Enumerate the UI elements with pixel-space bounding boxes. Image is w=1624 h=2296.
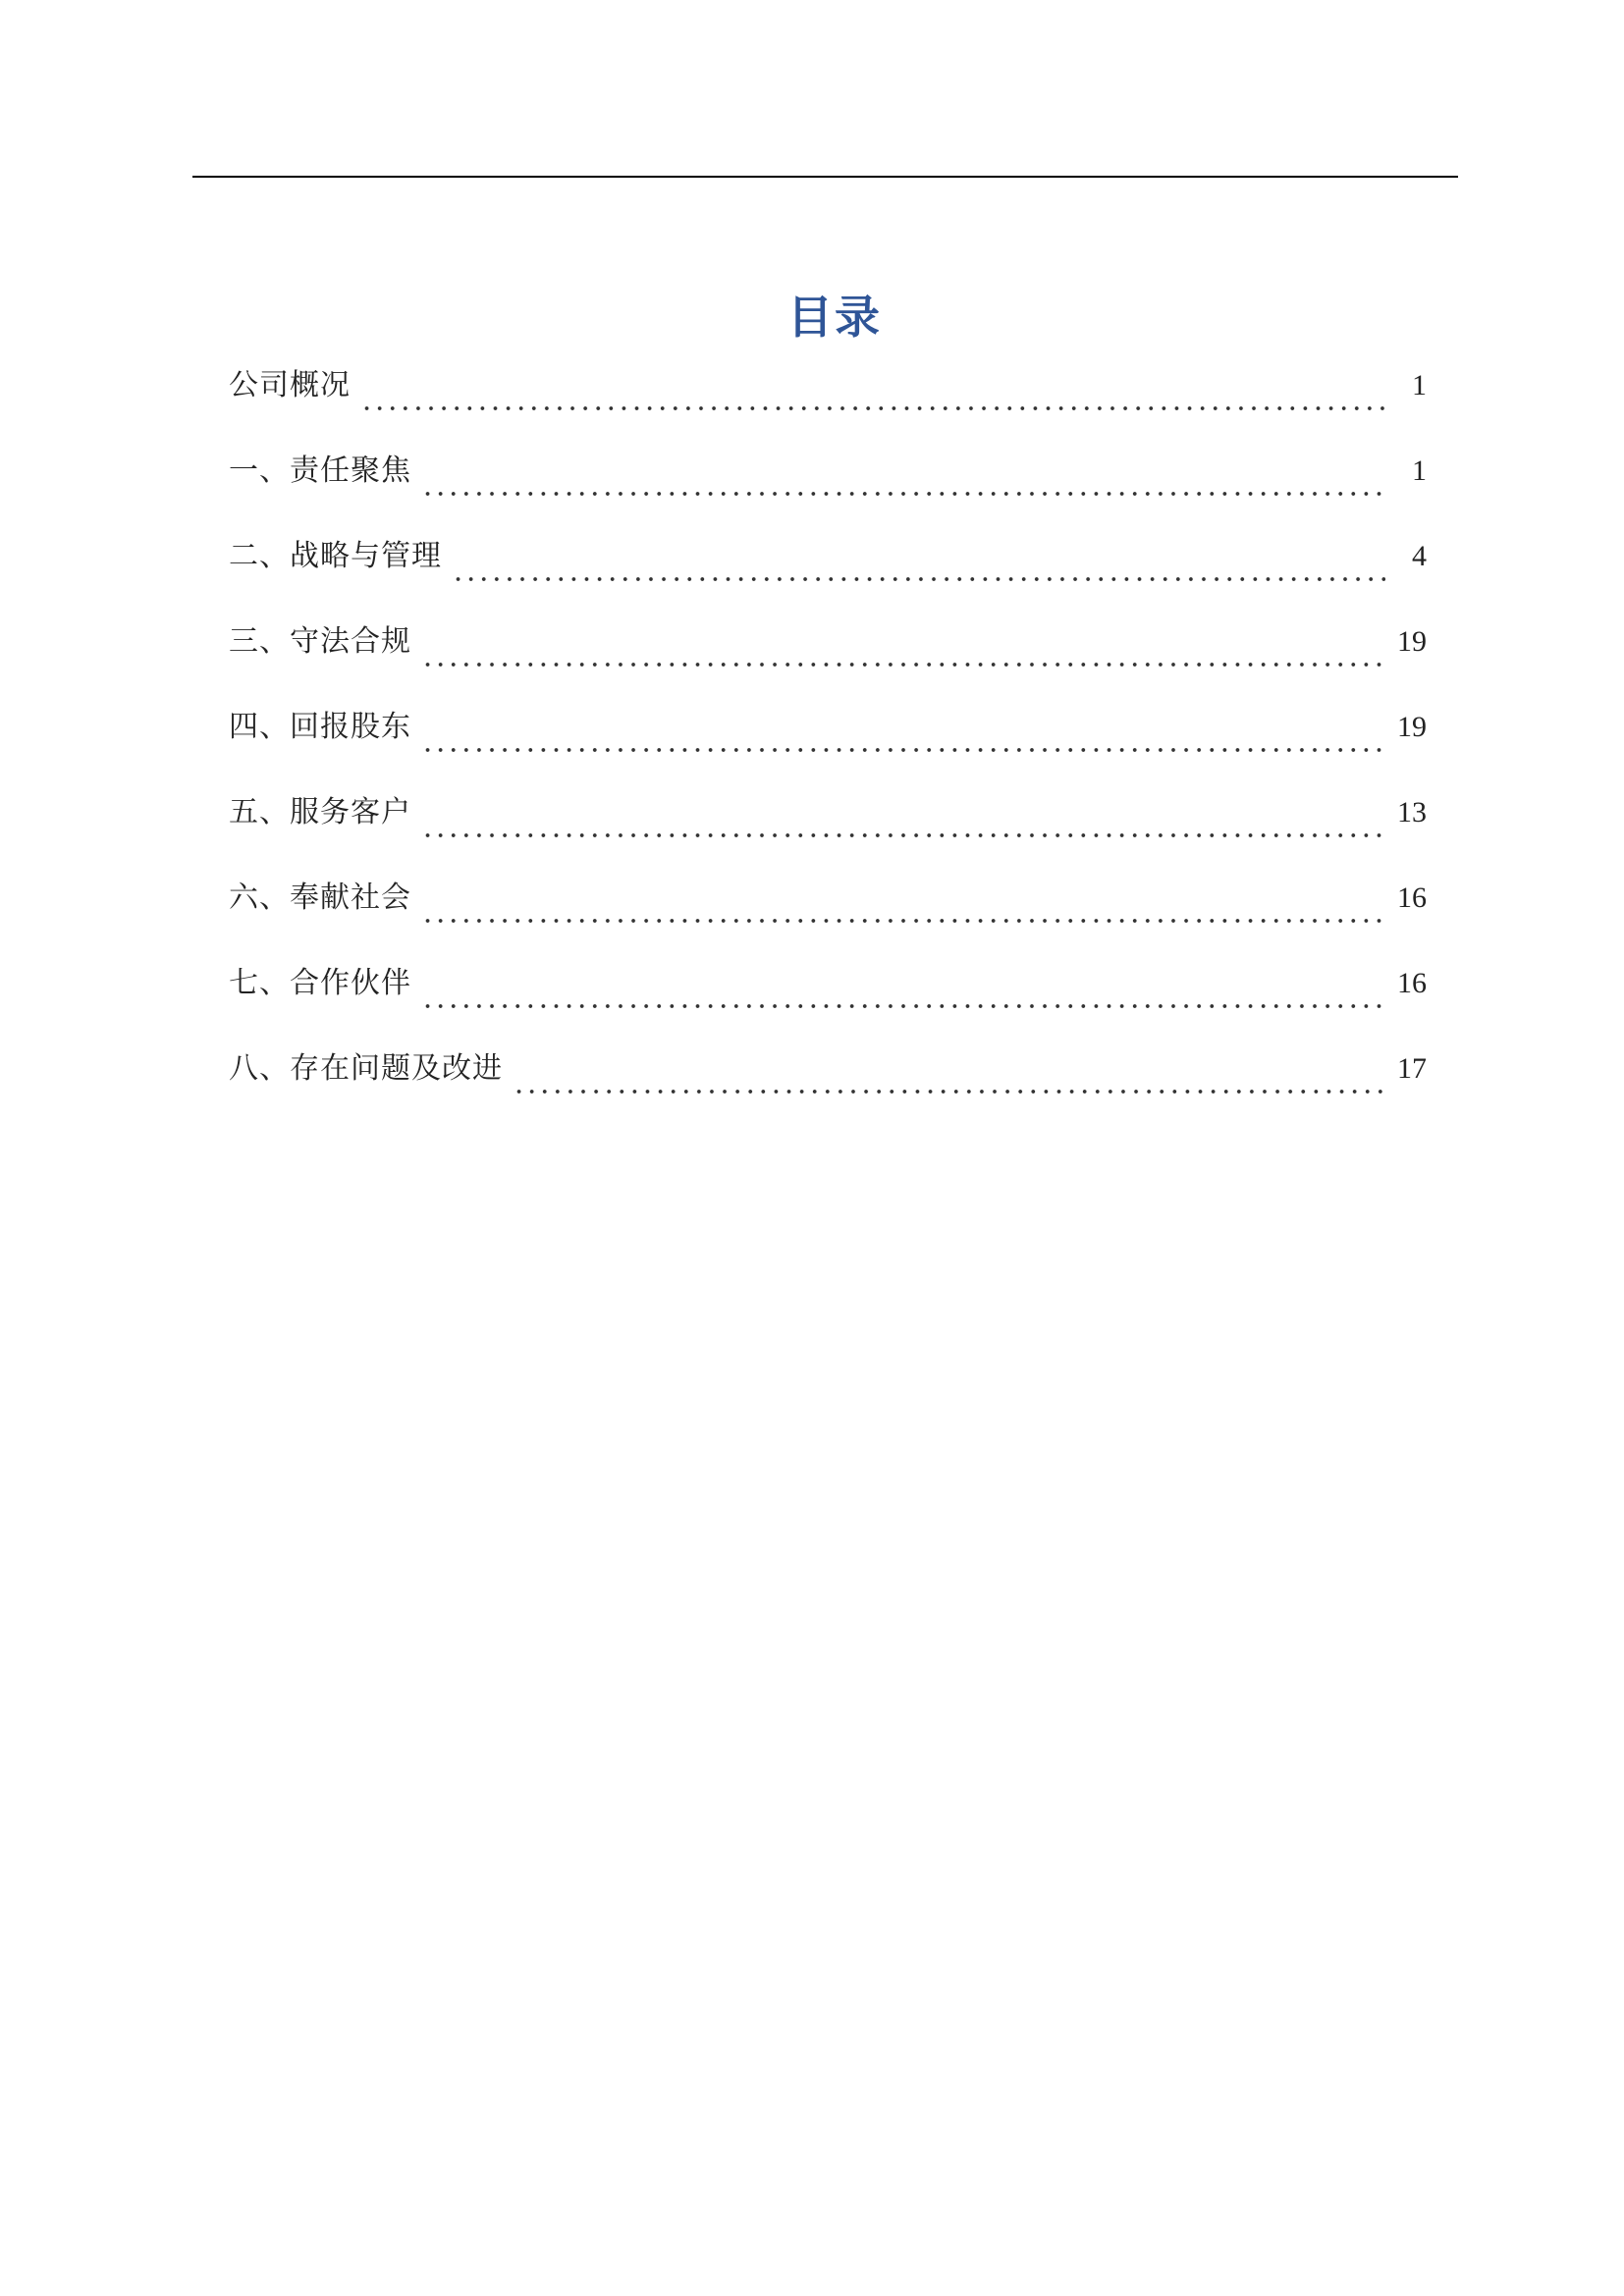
toc-entry-strategy-management[interactable] xyxy=(229,529,1427,614)
toc-entry-label: 七、合作伙伴 xyxy=(229,966,411,1000)
toc-entry-page-number: 16 xyxy=(1397,881,1427,914)
toc-dot-leader xyxy=(513,1087,1385,1096)
toc-dot-leader xyxy=(421,660,1385,669)
toc-entry-page-number: 4 xyxy=(1412,540,1427,572)
toc-entry-label: 三、守法合规 xyxy=(229,624,411,659)
page-title: 目录 xyxy=(787,290,882,344)
toc-entry-page-number: 16 xyxy=(1397,967,1427,999)
toc-entry-issues-improvement[interactable] xyxy=(229,1041,1427,1127)
toc-entry-label: 六、奉献社会 xyxy=(229,881,411,915)
toc-entry-page-number: 19 xyxy=(1397,625,1427,658)
toc-entry-page-number: 1 xyxy=(1412,454,1427,487)
header-rule xyxy=(192,176,1458,178)
toc-entry-company-overview[interactable] xyxy=(229,358,1427,444)
toc-entry-page-number: 17 xyxy=(1397,1052,1427,1085)
toc-entry-customer-service[interactable] xyxy=(229,785,1427,871)
toc-dot-leader xyxy=(421,1001,1385,1011)
table-of-contents xyxy=(229,358,1427,1127)
toc-dot-leader xyxy=(421,830,1385,840)
toc-entry-label: 二、战略与管理 xyxy=(229,539,442,573)
toc-entry-social-contribution[interactable] xyxy=(229,871,1427,956)
toc-dot-leader xyxy=(421,489,1385,499)
toc-entry-page-number: 13 xyxy=(1397,796,1427,828)
toc-entry-label: 公司概况 xyxy=(229,368,351,402)
toc-dot-leader xyxy=(360,403,1385,413)
toc-entry-partners[interactable] xyxy=(229,956,1427,1041)
toc-entry-label: 一、责任聚焦 xyxy=(229,454,411,488)
toc-entry-label: 八、存在问题及改进 xyxy=(229,1051,503,1086)
toc-entry-label: 四、回报股东 xyxy=(229,710,411,744)
toc-dot-leader xyxy=(421,916,1385,926)
toc-entry-responsibility-focus[interactable] xyxy=(229,444,1427,529)
toc-dot-leader xyxy=(421,745,1385,755)
toc-entry-legal-compliance[interactable] xyxy=(229,614,1427,700)
toc-entry-shareholder-returns[interactable] xyxy=(229,700,1427,785)
toc-entry-page-number: 1 xyxy=(1412,369,1427,401)
toc-entry-page-number: 19 xyxy=(1397,711,1427,743)
toc-entry-label: 五、服务客户 xyxy=(229,795,411,829)
toc-dot-leader xyxy=(452,574,1385,584)
